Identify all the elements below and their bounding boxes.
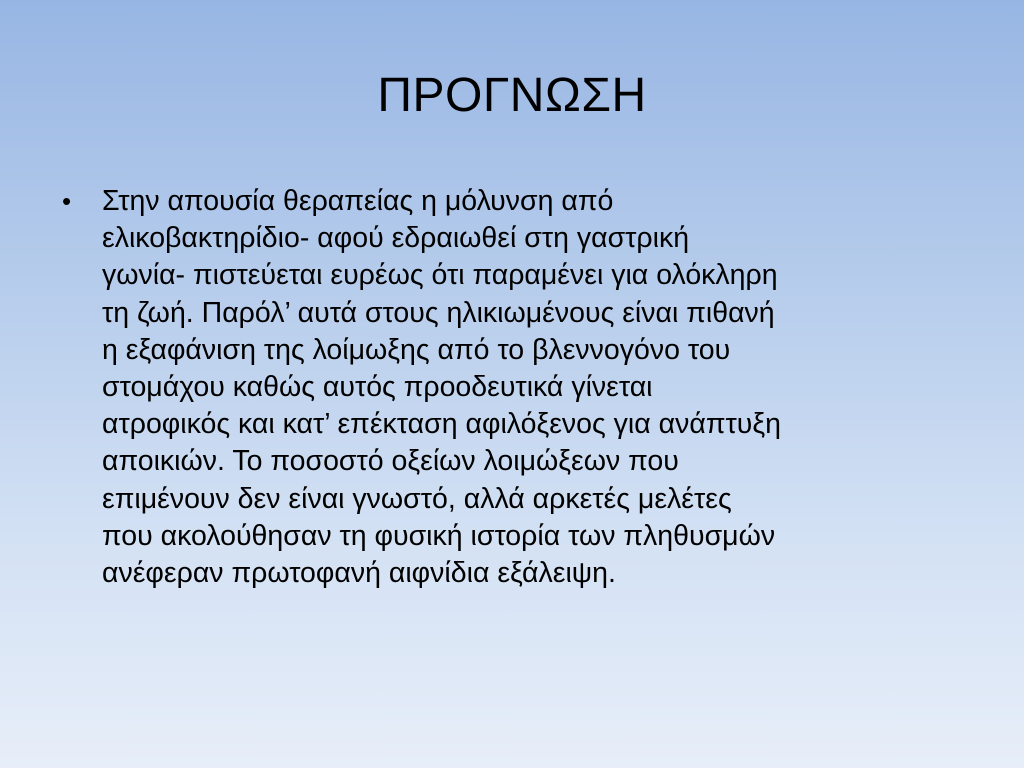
body-text-line: ελικοβακτηρίδιο- αφού εδραιωθεί στη γαστρική (102, 222, 690, 255)
bullet-icon: • (62, 186, 72, 216)
body-text-line: τη ζωή. Παρόλ’ αυτά στους ηλικιωμένους είναι πιθανή (102, 296, 775, 329)
slide-title: ΠΡΟΓΝΩΣΗ (377, 69, 647, 122)
body-text-line: ατροφικός και κατ’ επέκταση αφιλόξενος για ανάπτυξη (102, 408, 781, 441)
body-text-line: ανέφεραν πρωτοφανή αιφνίδια εξάλειψη. (102, 557, 616, 590)
body-text-line: γωνία- πιστεύεται ευρέως ότι παραμένει για ολόκληρη (102, 259, 778, 292)
body-text-line: η εξαφάνιση της λοίμωξης από το βλεννογόνο του (102, 333, 731, 366)
bullet-paragraph (62, 183, 972, 592)
body-text-line: αποικιών. Το ποσοστό οξείων λοιμώξεων που (102, 445, 679, 478)
body-text-line: Στην απουσία θεραπείας η μόλυνση από (102, 185, 614, 217)
body-text-line: επιμένουν δεν είναι γνωστό, αλλά αρκετές μελέτες (102, 482, 732, 515)
body-text-line: στομάχου καθώς αυτός προοδευτικά γίνεται (102, 371, 653, 404)
slide-body (62, 183, 972, 592)
body-text-line: που ακολούθησαν τη φυσική ιστορία των πληθυσμών (102, 519, 776, 552)
